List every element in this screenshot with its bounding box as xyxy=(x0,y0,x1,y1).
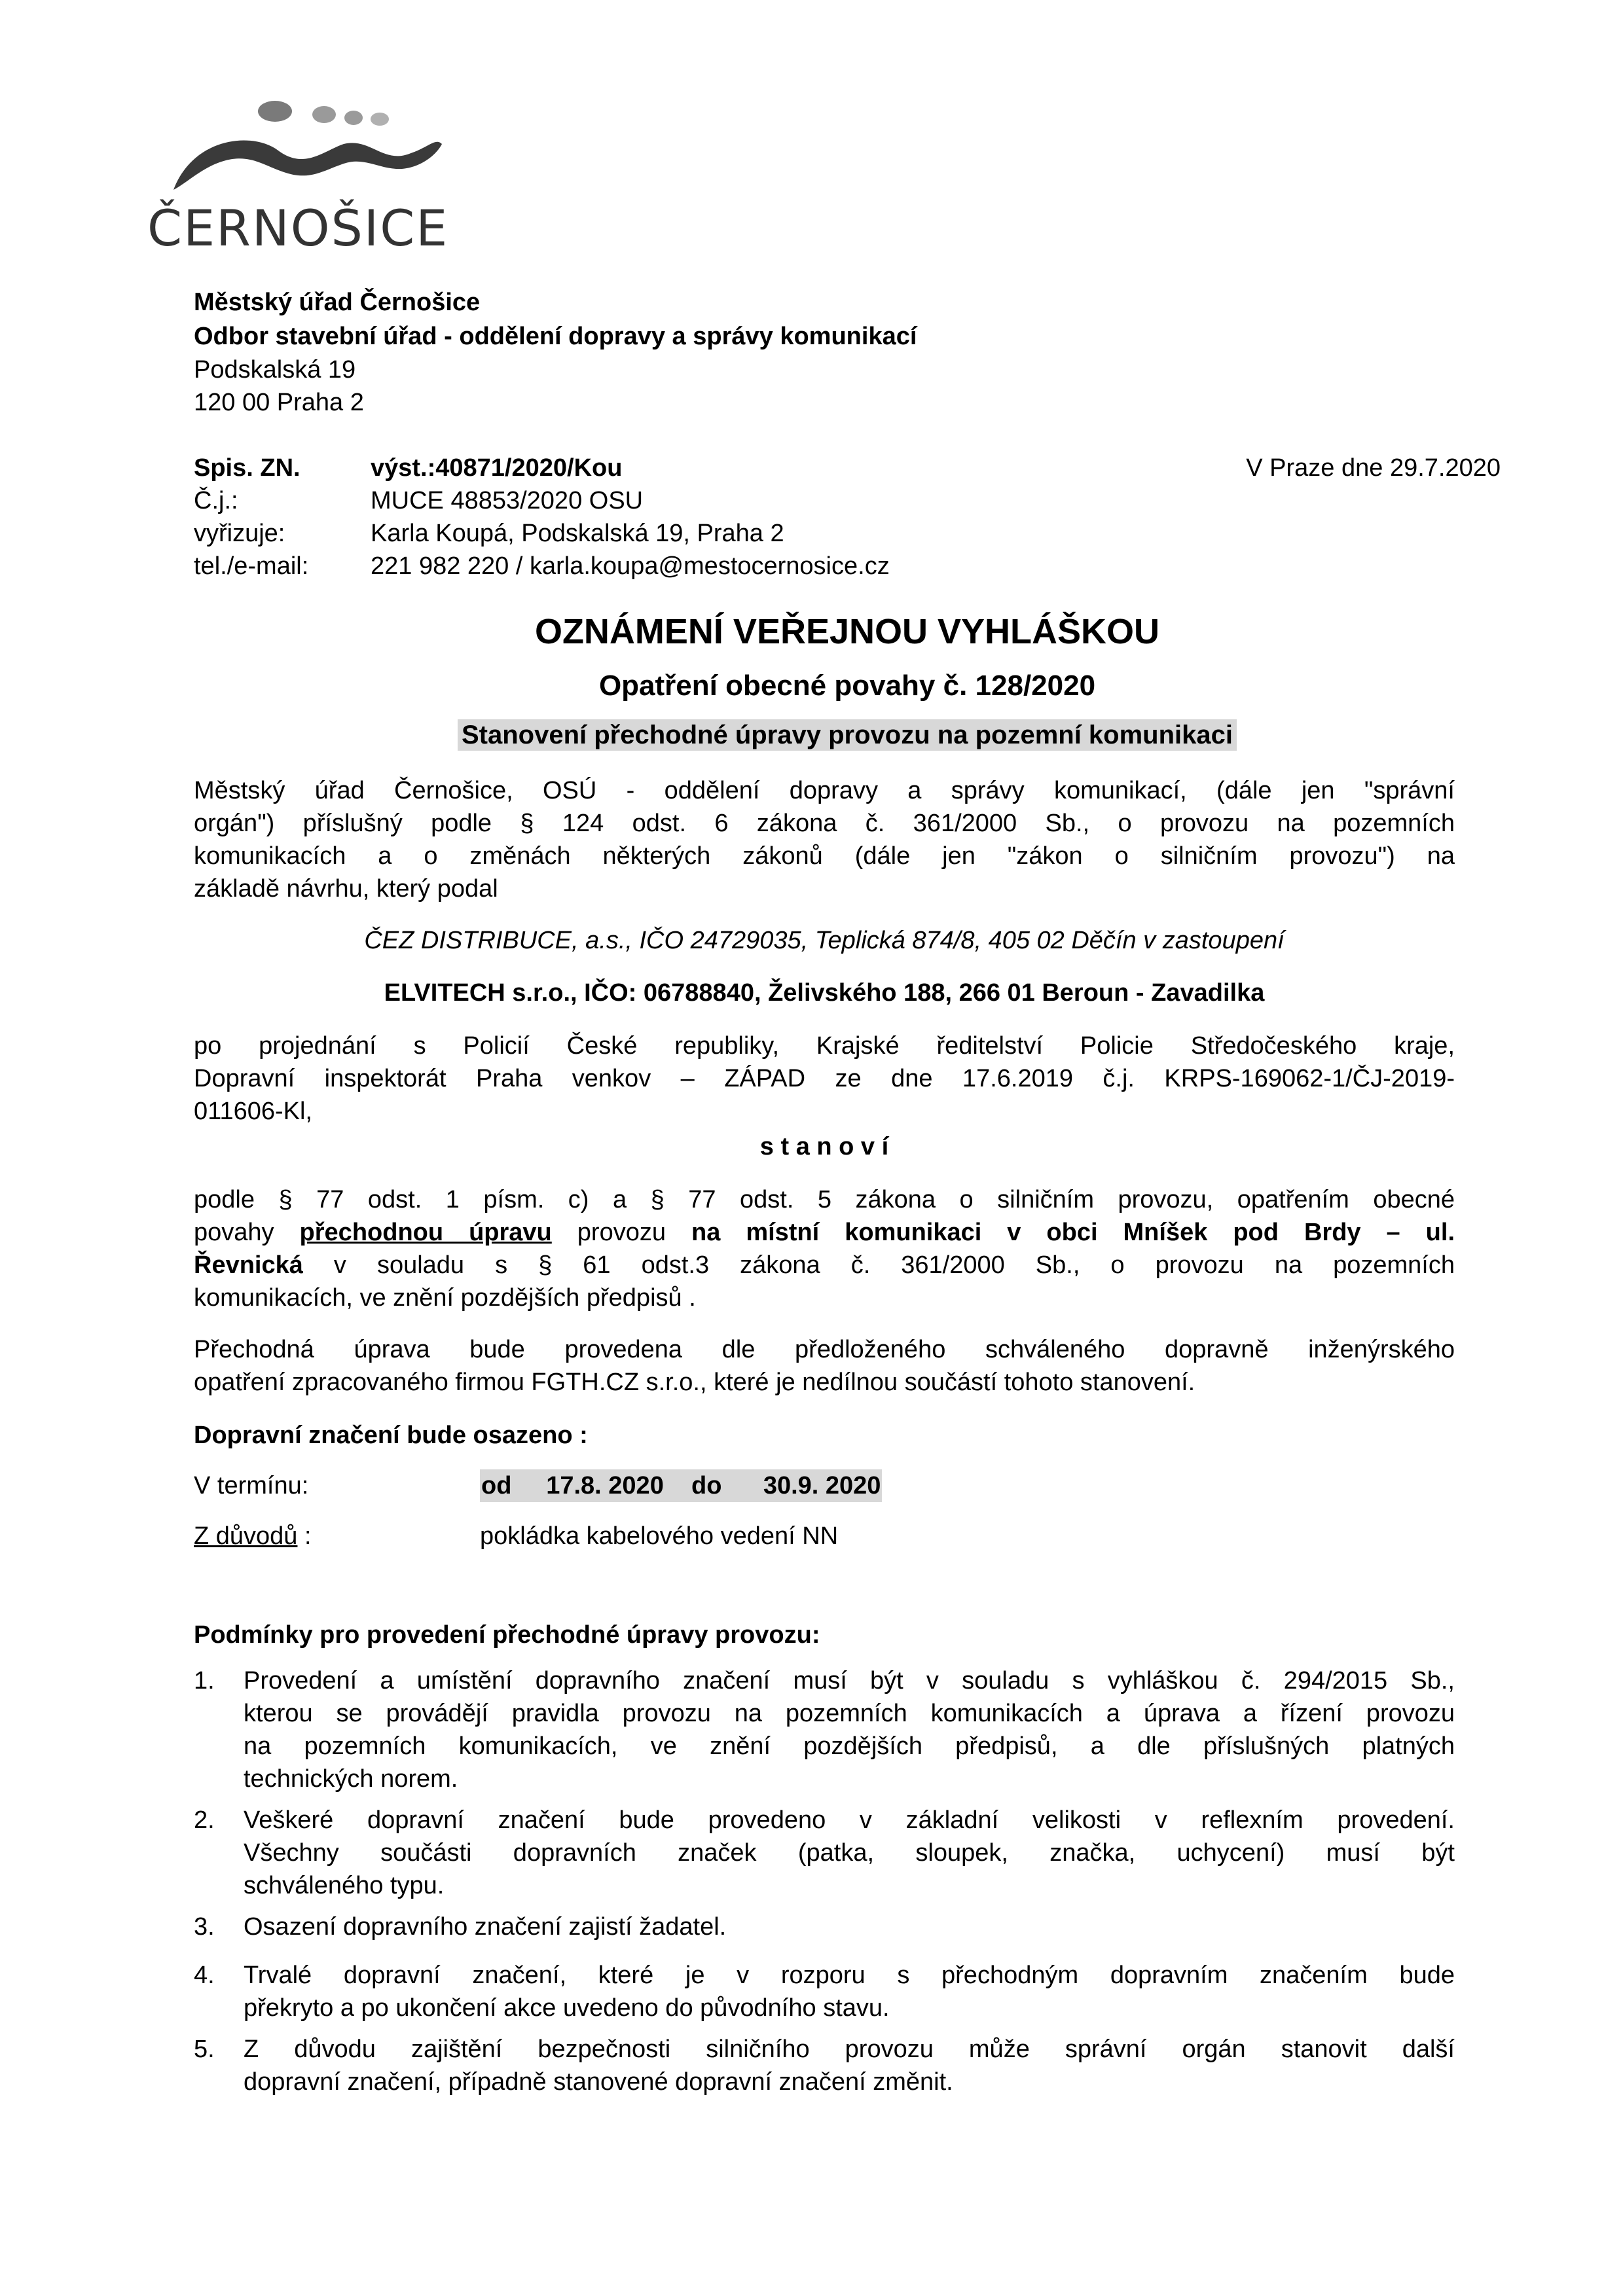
applicant: ČEZ DISTRIBUCE, a.s., IČO 24729035, Teplická 874/8, 405 02 Děčín v zastoupení xyxy=(364,927,1285,954)
plan-paragraph xyxy=(194,1333,1455,1399)
office-name: Městský úřad Černošice xyxy=(194,289,481,316)
decision-line: podle § 77 odst. 1 písm. c) a § 77 odst. 5 zákona o silničním provozu, opatřením obecné xyxy=(194,1186,1455,1213)
signs-heading: Dopravní značení bude osazeno : xyxy=(194,1422,588,1449)
list-item xyxy=(194,1910,1455,1943)
ref-label-cj: Č.j.: xyxy=(194,487,238,514)
list-item-line: na pozemních komunikacích, ve znění pozdějších předpisů, a dle příslušných platných xyxy=(244,1732,1455,1760)
list-item-line: dopravní značení, případně stanovené dopravní značení změnit. xyxy=(244,2068,953,2096)
term-label: V termínu: xyxy=(194,1472,309,1499)
intro-line: orgán") příslušný podle § 124 odst. 6 zákona č. 361/2000 Sb., o provozu na pozemních xyxy=(194,810,1455,837)
representative: ELVITECH s.r.o., IČO: 06788840, Želivského 188, 266 01 Beroun - Zavadilka xyxy=(384,979,1265,1007)
list-item-line: Osazení dopravního značení zajistí žadatel. xyxy=(244,1913,727,1941)
intro-line: Městský úřad Černošice, OSÚ - oddělení dopravy a správy komunikací, (dále jen "správní xyxy=(194,777,1455,804)
police-paragraph xyxy=(194,1030,1455,1128)
term-value: od 17.8. 2020 do 30.9. 2020 xyxy=(480,1469,882,1502)
ref-label-handler: vyřizuje: xyxy=(194,520,285,547)
police-line: Dopravní inspektorát Praha venkov – ZÁPAD ze dne 17.6.2019 č.j. KRPS-169062-1/ČJ-2019- xyxy=(194,1065,1455,1092)
intro-line: základě návrhu, který podal xyxy=(194,875,498,903)
list-item-line: Všechny součásti dopravních značek (patka, sloupek, značka, uchycení) musí být xyxy=(244,1839,1455,1867)
list-item xyxy=(194,1804,1455,1902)
conditions-list xyxy=(194,1664,1455,2098)
list-item-number: 1. xyxy=(194,1667,215,1695)
subject-heading: Stanovení přechodné úpravy provozu na pozemní komunikaci xyxy=(458,719,1237,751)
logo xyxy=(147,92,462,257)
list-item-number: 4. xyxy=(194,1962,215,1989)
list-item-number: 5. xyxy=(194,2036,215,2063)
measure-number: Opatření obecné povahy č. 128/2020 xyxy=(598,670,1096,702)
decision-street: Řevnická xyxy=(194,1251,303,1279)
ref-label-contact: tel./e-mail: xyxy=(194,552,309,580)
list-item-line: Veškeré dopravní značení bude provedeno v základní velikosti v reflexním provedení. xyxy=(244,1806,1455,1834)
office-street: Podskalská 19 xyxy=(194,356,356,384)
list-item-line: kterou se provádějí pravidla provozu na pozemních komunikacích a úprava a řízení provozu xyxy=(244,1700,1455,1727)
police-line: po projednání s Policií České republiky, Krajské ředitelství Policie Středočeského kraje, xyxy=(194,1032,1455,1060)
reason-label-wrap xyxy=(194,1520,312,1552)
office-department: Odbor stavební úřad - oddělení dopravy a správy komunikací xyxy=(194,323,917,350)
reason-value: pokládka kabelového vedení NN xyxy=(480,1522,839,1550)
list-item-number: 2. xyxy=(194,1806,215,1834)
list-item xyxy=(194,1664,1455,1795)
list-item-line: Provedení a umístění dopravního značení musí být v souladu s vyhláškou č. 294/2015 Sb., xyxy=(244,1667,1455,1695)
ref-value-handler: Karla Koupá, Podskalská 19, Praha 2 xyxy=(371,520,784,547)
decision-paragraph xyxy=(194,1183,1455,1314)
list-item-number: 3. xyxy=(194,1913,215,1941)
list-item-line: technických norem. xyxy=(244,1765,458,1793)
issue-date: V Praze dne 29.7.2020 xyxy=(1246,454,1501,482)
list-item-line: překryto a po ukončení akce uvedeno do původního stavu. xyxy=(244,1994,890,2022)
office-city: 120 00 Praha 2 xyxy=(194,389,364,416)
reason-suffix: : xyxy=(297,1522,312,1550)
decision-location: na místní komunikaci v obci Mníšek pod Brdy – ul. xyxy=(691,1219,1455,1246)
decision-emphasis: přechodnou úpravu xyxy=(299,1219,552,1246)
decision-text: provozu xyxy=(577,1219,666,1246)
logo-text: ČERNOŠICE xyxy=(147,199,449,257)
ref-label-file: Spis. ZN. xyxy=(194,454,301,482)
police-line: 011606-Kl, xyxy=(194,1098,312,1125)
decision-text: povahy xyxy=(194,1219,274,1246)
subject-wrap xyxy=(194,718,1501,752)
ref-value-file: výst.:40871/2020/Kou xyxy=(371,454,623,482)
logo-mark-icon xyxy=(147,92,462,203)
list-item-line: schváleného typu. xyxy=(244,1872,445,1899)
ref-value-contact: 221 982 220 / karla.koupa@mestocernosice.cz xyxy=(371,552,890,580)
intro-paragraph xyxy=(194,774,1455,905)
decision-line-2 xyxy=(194,1216,1455,1249)
list-item xyxy=(194,1959,1455,2024)
decision-line-3 xyxy=(194,1249,1455,1282)
decision-line: komunikacích, ve znění pozdějších předpisů . xyxy=(194,1284,696,1312)
page-title: OZNÁMENÍ VEŘEJNOU VYHLÁŠKOU xyxy=(534,612,1160,651)
reason-label: Z důvodů xyxy=(194,1522,298,1550)
intro-line: komunikacích a o změnách některých zákonů (dále jen "zákon o silničním provozu") na xyxy=(194,842,1455,870)
plan-line: opatření zpracovaného firmou FGTH.CZ s.r.o., které je nedílnou součástí tohoto stanovení. xyxy=(194,1369,1195,1396)
plan-line: Přechodná úprava bude provedena dle předloženého schváleného dopravně inženýrského xyxy=(194,1336,1455,1363)
list-item-line: Trvalé dopravní značení, které je v rozporu s přechodným dopravním značením bude xyxy=(244,1962,1455,1989)
list-item xyxy=(194,2033,1455,2098)
ref-value-cj: MUCE 48853/2020 OSU xyxy=(371,487,644,514)
decision-text: v souladu s § 61 odst.3 zákona č. 361/2000 Sb., o provozu na pozemních xyxy=(333,1251,1455,1279)
list-item-line: Z důvodu zajištění bezpečnosti silničního provozu může správní orgán stanovit další xyxy=(244,2036,1455,2063)
conditions-heading: Podmínky pro provedení přechodné úpravy provozu: xyxy=(194,1621,820,1649)
decides-heading: s t a n o v í xyxy=(759,1133,889,1160)
